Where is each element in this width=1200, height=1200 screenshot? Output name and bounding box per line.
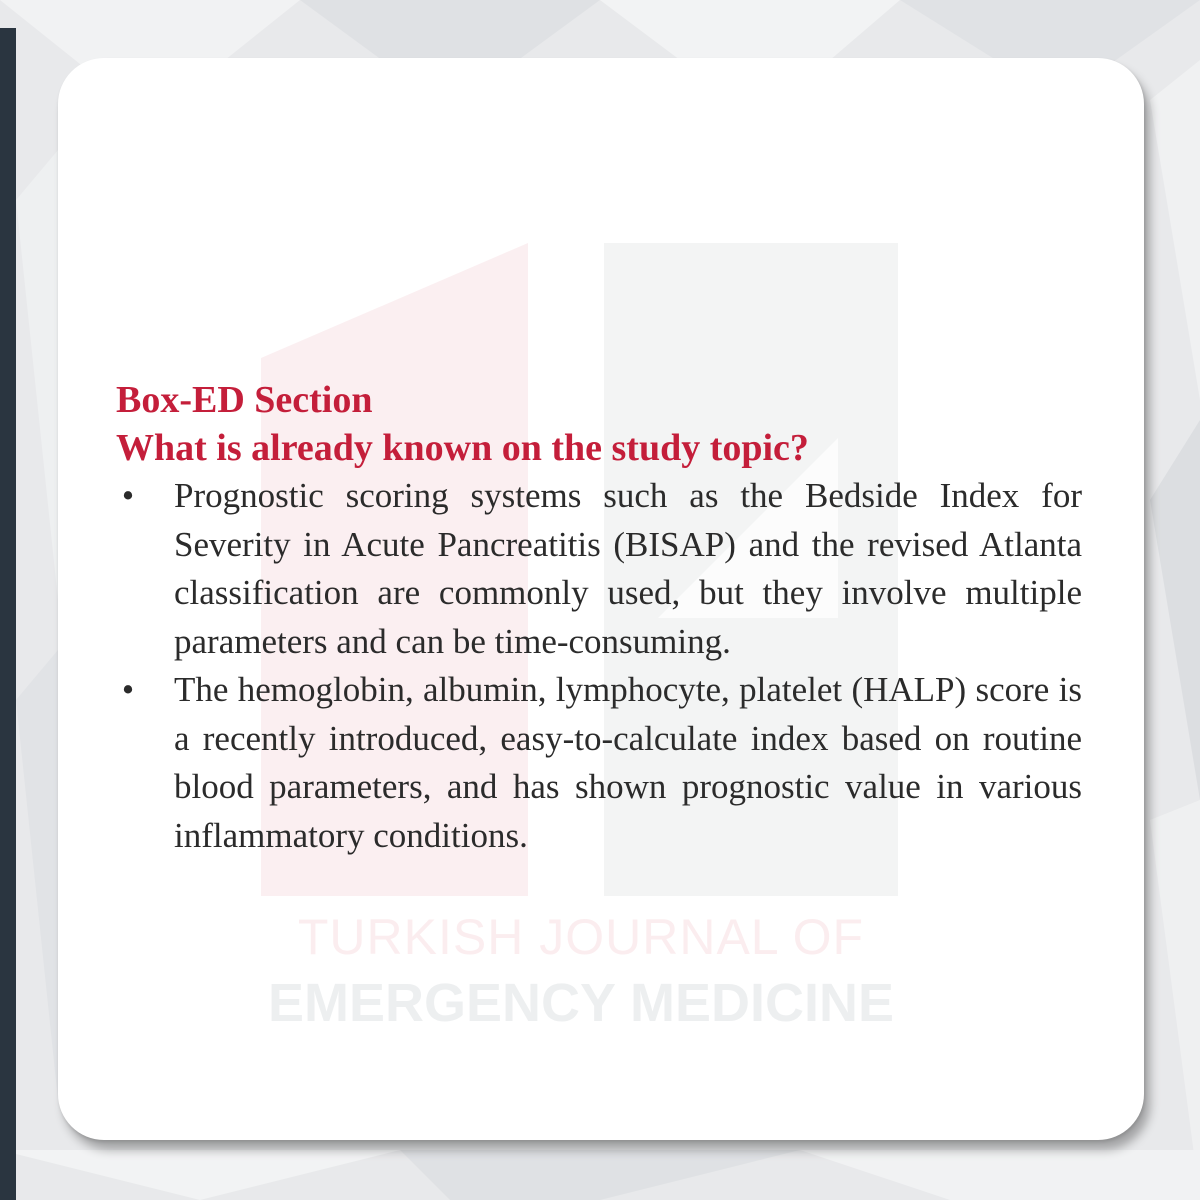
watermark-journal-line1: TURKISH JOURNAL OF xyxy=(297,909,865,965)
list-item xyxy=(116,472,1082,666)
bullet-marker: • xyxy=(121,670,135,709)
section-question: What is already known on the study topic? xyxy=(116,427,809,469)
findings-list xyxy=(116,472,1082,860)
list-item xyxy=(116,666,1082,860)
left-accent-bar xyxy=(0,28,16,1200)
box-content xyxy=(116,376,1082,860)
box-ed-card xyxy=(58,58,1144,1140)
watermark-journal-line2: EMERGENCY MEDICINE xyxy=(267,973,895,1033)
bullet-marker: • xyxy=(121,476,135,515)
bullet-text: The hemoglobin, albumin, lymphocyte, platelet (HALP) score is a recently introduced, easy-to-calculate index based on routine blood parameters, and has shown prognostic value in various inflammatory conditions. xyxy=(174,670,1082,855)
bullet-text: Prognostic scoring systems such as the Bedside Index for Severity in Acute Pancreatitis (BISAP) and the revised Atlanta classification are commonly used, but they involve multiple parameters and can be time-consuming. xyxy=(174,476,1082,661)
section-title: Box-ED Section xyxy=(116,379,373,421)
